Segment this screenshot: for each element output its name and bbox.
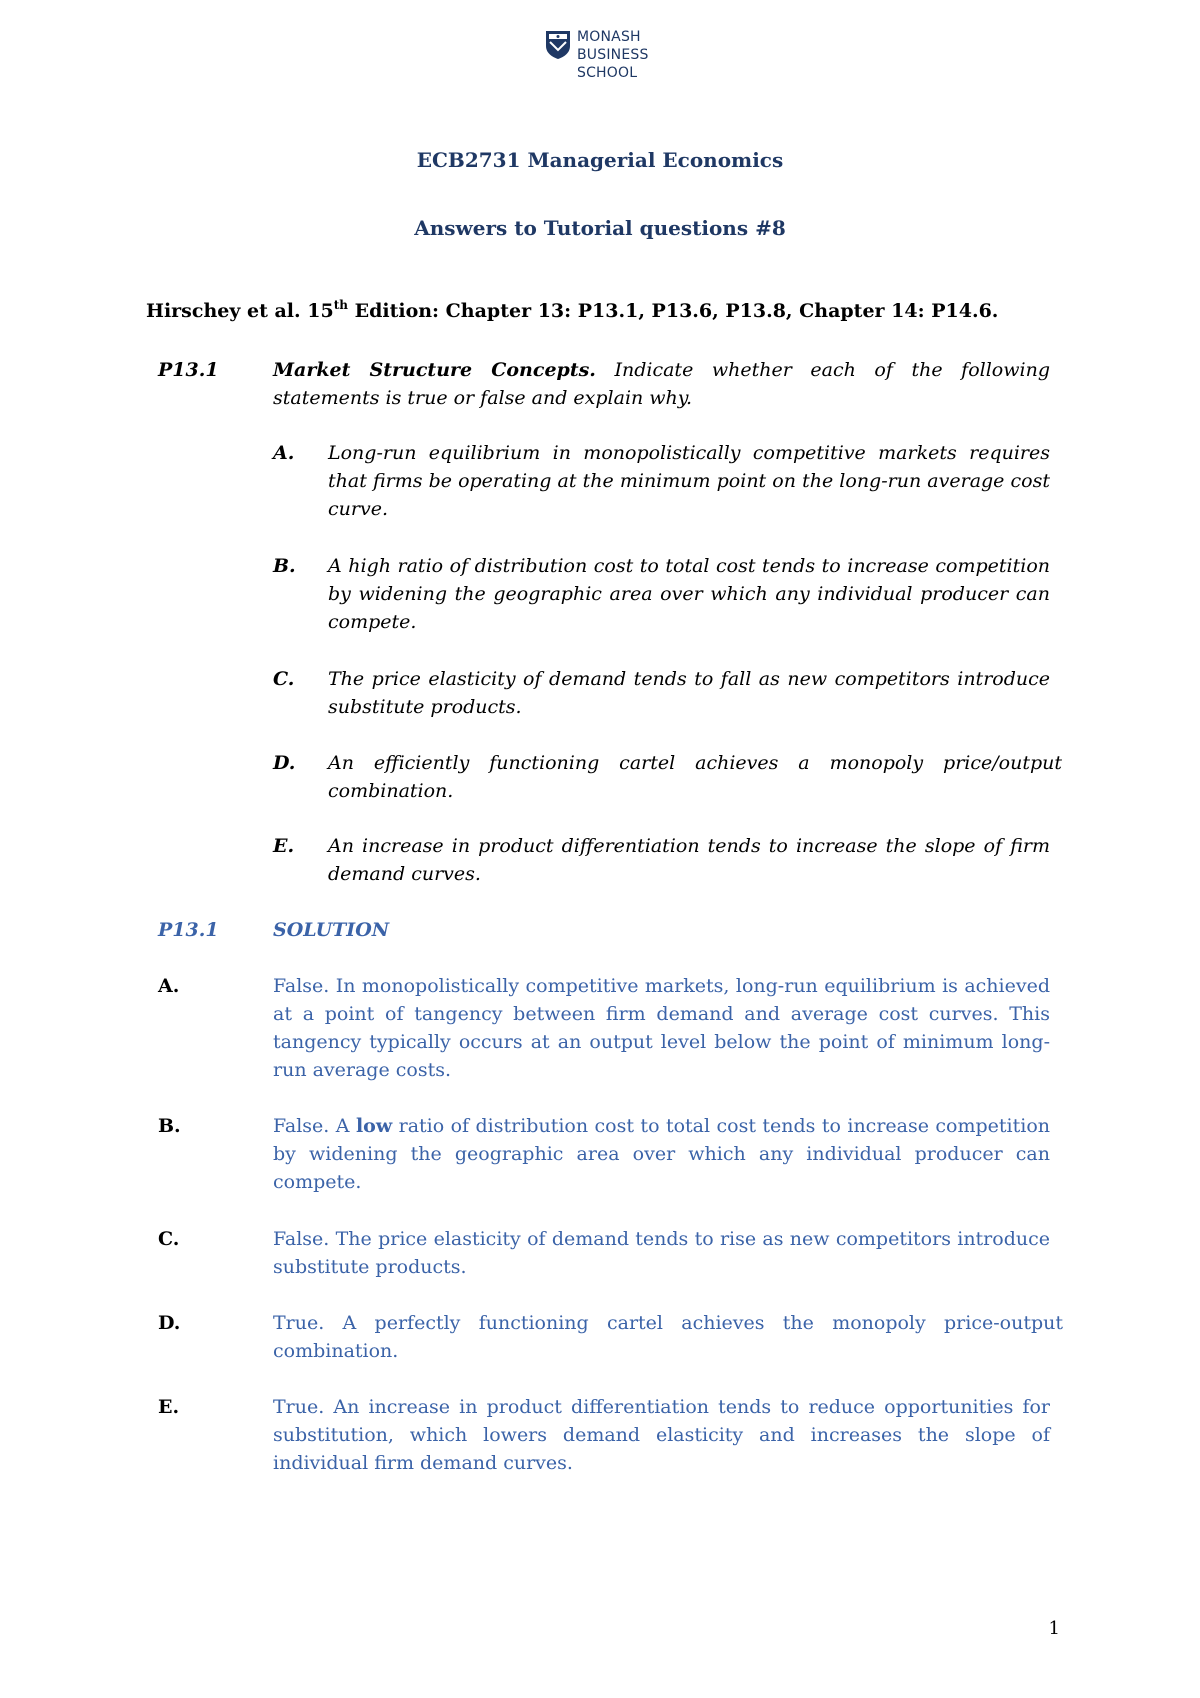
solution-heading: SOLUTION [273, 919, 390, 941]
problem-number: P13.1 [158, 359, 219, 381]
statement-text: The price elasticity of demand tends to fall as new competitors introduce substitute products. [328, 668, 1050, 718]
document-subtitle: Answers to Tutorial questions #8 [414, 216, 786, 240]
textbook-reference [146, 300, 998, 322]
answer-letter: C. [158, 1228, 180, 1250]
statement-text: An efficiently functioning cartel achieves a monopoly price/output combination. [328, 752, 1062, 802]
answer-text: True. An increase in product differentiation tends to reduce opportunities for substitution, which lowers demand elasticity and increases the slope of individual firm demand curves. [273, 1396, 1050, 1474]
statement-letter: E. [273, 835, 295, 857]
answer-text-pre: False. A [273, 1115, 356, 1137]
logo-wordmark [577, 28, 649, 82]
answer-text: True. A perfectly functioning cartel achieves the monopoly price-output combination. [273, 1312, 1063, 1362]
logo-line-3: SCHOOL [577, 65, 638, 81]
problem-intro [273, 356, 1050, 412]
statement-text: Long-run equilibrium in monopolistically competitive markets requires that firms be operating at the minimum point on the long-run average cost curve. [328, 442, 1050, 520]
answer-letter: D. [158, 1312, 181, 1334]
answer-text-post: ratio of distribution cost to total cost tends to increase competition by widening the geographic area over which any individual producer can compete. [273, 1115, 1051, 1193]
problem-heading: Market Structure Concepts. [273, 359, 596, 381]
answer-letter: A. [158, 975, 180, 997]
statement-text: A high ratio of distribution cost to total cost tends to increase competition by widening the geographic area over which any individual producer can compete. [328, 555, 1050, 633]
statement-letter: C. [273, 668, 295, 690]
reference-superscript: th [333, 298, 348, 312]
answer-letter: B. [158, 1115, 181, 1137]
statement-letter: A. [273, 442, 295, 464]
reference-prefix: Hirschey et al. 15 [146, 300, 334, 322]
answer-text: False. In monopolistically competitive markets, long-run equilibrium is achieved at a point of tangency between firm demand and average cost curves. This tangency typically occurs at an output level below the point of minimum long-run average costs. [273, 975, 1050, 1081]
course-title: ECB2731 Managerial Economics [416, 148, 784, 172]
reference-suffix: Edition: Chapter 13: P13.1, P13.6, P13.8, Chapter 14: P14.6. [347, 300, 999, 322]
problem-instruction: Indicate whether each of the following statements is true or false and explain why. [273, 359, 1050, 409]
solution-number: P13.1 [158, 919, 219, 941]
logo-line-2: BUSINESS [577, 47, 649, 63]
answer-emphasis: low [355, 1115, 393, 1137]
page-number: 1 [1048, 1618, 1060, 1639]
shield-logo-icon [545, 30, 571, 60]
statement-letter: B. [273, 555, 296, 577]
answer-text [273, 1112, 1050, 1196]
logo-line-1: MONASH [577, 29, 641, 45]
statement-text: An increase in product differentiation tends to increase the slope of firm demand curves. [328, 835, 1050, 885]
statement-letter: D. [273, 752, 296, 774]
answer-text: False. The price elasticity of demand tends to rise as new competitors introduce substitute products. [273, 1228, 1050, 1278]
answer-letter: E. [158, 1396, 180, 1418]
